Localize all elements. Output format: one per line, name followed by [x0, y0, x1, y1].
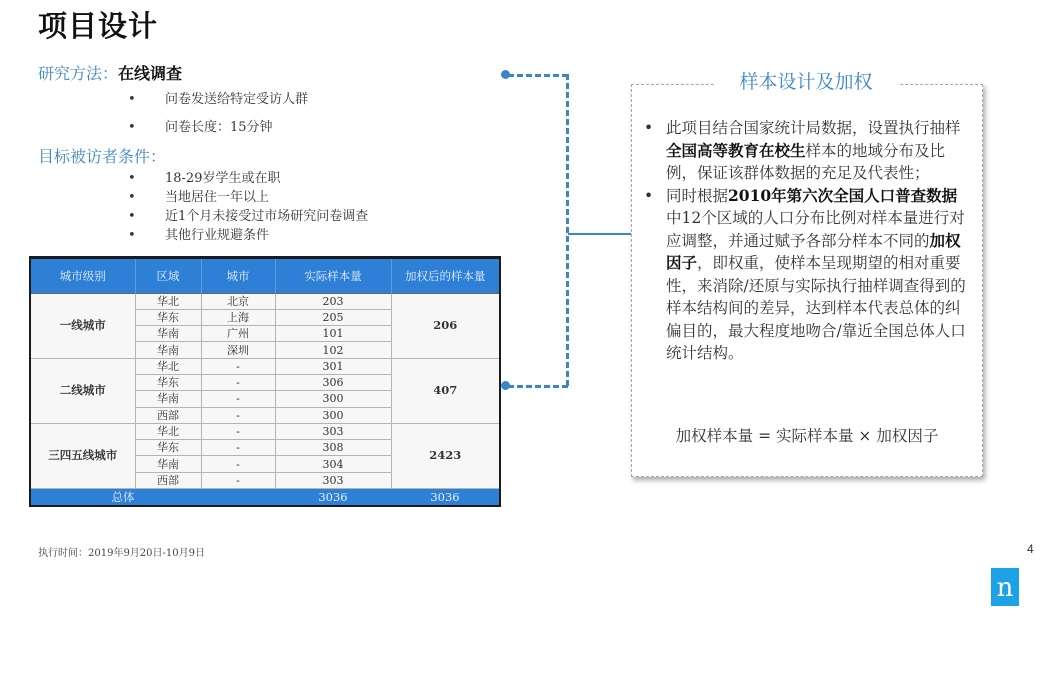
weighting-box-title: 样本设计及加权 [714, 67, 898, 94]
connector-dash-bottom [508, 385, 568, 388]
table-row: 二线城市 华北 - 301 407 [31, 358, 499, 374]
bullet-icon: • [128, 190, 136, 205]
total-weighted: 3036 [391, 489, 499, 506]
table-row: 华南 - 300 [31, 391, 499, 407]
header-city: 城市 [201, 259, 275, 293]
tier-cell: 一线城市 [31, 293, 135, 358]
list-item: • 问卷长度：15分钟 [128, 118, 308, 146]
method-bullet-list [128, 90, 308, 146]
list-item: • 同时根据2010年第六次全国人口普查数据中12个区域的人口分布比例对样本量进行对应调整，并通过赋予各部分样本不同的加权因子，即权重，使样本呈现期望的相对重要性，来消除/还原与实际执行抽样调查得到的样本结构间的差异，达到样本代表总体的纠偏目的，最大程度地吻合/靠近全国总体人口统计结构。 [644, 185, 966, 362]
criteria-bullet-list [128, 169, 368, 245]
table-header-row [31, 259, 499, 293]
table-row: 华南 深圳 102 [31, 342, 499, 358]
table-row: 华东 上海 205 [31, 309, 499, 325]
header-actual: 实际样本量 [275, 259, 391, 293]
sample-table [29, 256, 501, 507]
weighting-bullet-list [642, 117, 972, 365]
page-title: 项目设计 [38, 9, 159, 43]
bullet-icon: • [128, 171, 136, 186]
bullet-icon: • [128, 209, 136, 224]
list-item: • 18-29岁学生或在职 [128, 171, 281, 186]
weighted-cell: 206 [391, 293, 499, 358]
connector-dash-top [508, 74, 568, 77]
table-row: 华东 - 308 [31, 440, 499, 456]
connector-line-to-box [568, 233, 631, 235]
tier-cell: 二线城市 [31, 358, 135, 423]
table-row: 华东 - 306 [31, 374, 499, 390]
weighted-cell: 407 [391, 358, 499, 423]
list-item: • 当地居住一年以上 [128, 190, 270, 205]
table-row: 华南 - 304 [31, 456, 499, 472]
nielsen-logo-icon: n [991, 568, 1019, 606]
execution-period-note: 执行时间：2019年9月20日-10月9日 [38, 548, 206, 559]
table-row: 华南 广州 101 [31, 326, 499, 342]
page-number: 4 [1027, 542, 1034, 556]
list-item: • 其他行业规避条件 [128, 228, 270, 243]
weighting-formula: 加权样本量 = 实际样本量 × 加权因子 [675, 427, 939, 445]
bullet-icon: • [128, 228, 136, 243]
weighted-cell: 2423 [391, 423, 499, 488]
research-method-value: 在线调查 [118, 64, 183, 83]
table-row: 西部 - 303 [31, 472, 499, 488]
list-item: • 问卷发送给特定受访人群 [128, 90, 308, 118]
header-region: 区域 [135, 259, 201, 293]
header-tier: 城市级别 [31, 259, 135, 293]
research-method-label: 研究方法： [38, 64, 119, 83]
total-actual: 3036 [275, 489, 391, 506]
tier-cell: 三四五线城市 [31, 423, 135, 488]
bullet-icon: • [128, 120, 136, 135]
table-total-row [31, 489, 499, 506]
table-row: 三四五线城市 华北 - 303 2423 [31, 423, 499, 439]
total-label: 总体 [31, 489, 275, 506]
list-item: • 此项目结合国家统计局数据，设置执行抽样全国高等教育在校生样本的地域分布及比例，保证该群体数据的充足及代表性； [644, 119, 961, 182]
table-row: 一线城市 华北 北京 203 206 [31, 293, 499, 309]
header-weighted: 加权后的样本量 [391, 259, 499, 293]
bullet-icon: • [644, 186, 654, 205]
target-criteria-heading: 目标被访者条件： [38, 147, 167, 166]
table-row: 西部 - 300 [31, 407, 499, 423]
connector-dash-vertical [566, 74, 569, 386]
bullet-icon: • [644, 119, 654, 137]
research-method-heading [38, 61, 182, 84]
bullet-icon: • [128, 92, 136, 107]
list-item: • 近1个月未接受过市场研究问卷调查 [128, 209, 369, 224]
